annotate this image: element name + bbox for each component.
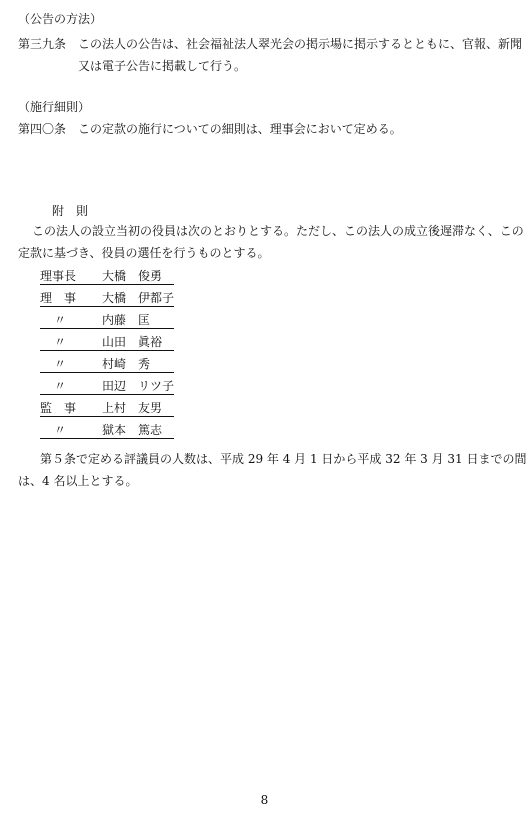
officer-row xyxy=(40,265,174,285)
officer-title: 理 事 xyxy=(40,291,77,305)
supplementary-para1-line1: この法人の設立当初の役員は次のとおりとする。ただし、この法人の成立後遅滞なく、この xyxy=(32,224,524,238)
officer-title: 〃 xyxy=(54,379,67,393)
article-40-heading: （施行細則） xyxy=(18,100,91,114)
supplementary-para2-line1: 第５条で定める評議員の人数は、平成 29 年 4 月 1 日から平成 32 年 3 月 31 日までの間 xyxy=(40,452,527,466)
officer-title: 理事長 xyxy=(40,269,77,283)
supplementary-para2-line2: は、4 名以上とする。 xyxy=(18,474,138,488)
officer-title: 〃 xyxy=(54,357,67,371)
officer-name: 田辺 リツ子 xyxy=(102,379,175,393)
officer-row xyxy=(40,375,174,395)
article-40-number: 第四〇条 xyxy=(18,122,67,136)
officer-name: 村崎 秀 xyxy=(102,357,151,371)
officer-name: 内藤 匡 xyxy=(102,313,151,327)
officer-row xyxy=(40,287,174,307)
officer-row xyxy=(40,353,174,373)
officer-name: 山田 眞裕 xyxy=(102,335,163,349)
officer-row xyxy=(40,419,174,439)
officer-row xyxy=(40,397,174,417)
supplementary-para1-line2: 定款に基づき、役員の選任を行うものとする。 xyxy=(18,246,270,260)
page-number: 8 xyxy=(260,793,269,807)
article-40-text: この定款の施行についての細則は、理事会において定める。 xyxy=(78,122,402,136)
officer-name: 獄本 篤志 xyxy=(102,423,163,437)
article-39-number: 第三九条 xyxy=(18,37,67,51)
officer-title: 監 事 xyxy=(40,401,77,415)
officer-list xyxy=(40,265,174,441)
article-39-text-line2: 又は電子公告に掲載して行う。 xyxy=(78,59,247,73)
officer-row xyxy=(40,331,174,351)
officer-title: 〃 xyxy=(54,423,67,437)
supplementary-title: 附 則 xyxy=(52,204,89,218)
officer-title: 〃 xyxy=(54,313,67,327)
officer-name: 大橋 伊都子 xyxy=(102,291,175,305)
officer-name: 上村 友男 xyxy=(102,401,163,415)
article-39-text-line1: この法人の公告は、社会福祉法人翠光会の掲示場に掲示するとともに、官報、新聞 xyxy=(78,37,523,51)
article-39-heading: （公告の方法） xyxy=(18,12,103,26)
officer-row xyxy=(40,309,174,329)
officer-name: 大橋 俊勇 xyxy=(102,269,163,283)
officer-title: 〃 xyxy=(54,335,67,349)
